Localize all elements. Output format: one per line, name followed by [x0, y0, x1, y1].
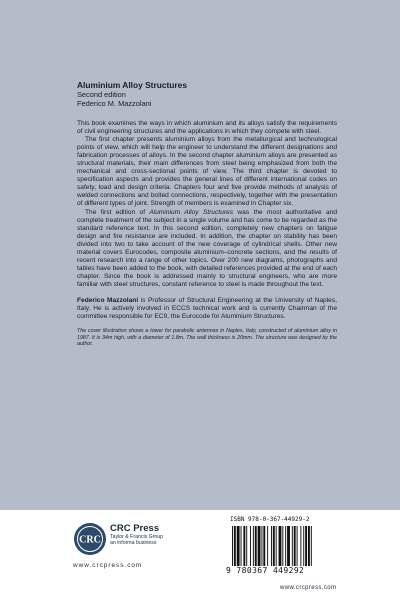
barcode-bar: [305, 526, 307, 566]
barcode-bar: [287, 526, 290, 566]
book-author: Federico M. Mazzolani: [77, 99, 152, 108]
edition-rest: was the most authoritative and complete treatment of the subject in a single volume and has come to be regarded as the standard reference text. In this second edition, completely new chapters on fatigue design and fire resistance are included. In addition, the chapter on stability has been divided into two to take account of the new coverage of cylindrical shells. Other new material covers Eurocodes, composite aluminium–concrete sections, and the results of recent research into a range of other topics. Over 200 new diagrams, photographs and tables have been added to the book, with detailed references provided at the end of each chapter. Since the book is addressed mainly to structural engineers, who are more familiar with steel structures, constant reference to steel is made throughout the text.: [77, 208, 337, 288]
barcode-bar: [255, 526, 257, 566]
barcode-bar: [232, 526, 233, 566]
author-bio-name: Federico Mazzolani: [77, 296, 139, 304]
edition-lead: The first edition of: [85, 208, 150, 216]
barcode-icon: [232, 526, 336, 566]
barcode-bar: [271, 526, 272, 566]
publisher-url-left[interactable]: www.crcpress.com: [73, 562, 143, 569]
barcode-bar: [276, 526, 277, 566]
description-paragraph-edition: [77, 209, 337, 289]
barcode-bar: [241, 526, 242, 566]
publisher-footer: [0, 510, 400, 600]
isbn-label: ISBN 978-0-367-44929-2: [230, 516, 310, 523]
book-title: Aluminium Alloy Structures: [77, 80, 187, 90]
barcode-bar: [258, 526, 261, 566]
description: [77, 120, 337, 289]
description-paragraph-chapters: The first chapter presents aluminium alloys from the metallurgical and technological points of view, which will help the engineer to understand the different designations and fabrication processes of alloys. In the second chapter aluminium alloys are presented as structural materials, their main differences from steel being emphasized from both the mechanical and cross-sectional points of view. The third chapter is devoted to specification aspects and provides the general lines of different international codes on safety, load and design criteria. Chapters four and five provide methods of analysis of welded connections and bolted connections, respectively, together with the presentation of different types of joint. Strength of members is examined in Chapter six.: [77, 136, 337, 208]
barcode-bar: [282, 526, 283, 566]
book-edition: Second edition: [77, 90, 126, 99]
crc-logo-icon: [73, 522, 107, 556]
barcode-bar: [308, 526, 310, 566]
barcode-bar: [263, 526, 265, 566]
cover-caption: The cover illustration shows a tower for parabolic antennas in Naples, Italy, constructed of aluminium alloy in 1987. It is 34m high, with a diameter of 1.8m. The wall thickness is 20mm. The structure was designed by the author.: [77, 328, 337, 347]
barcode-bar: [279, 526, 282, 566]
barcode-bar: [285, 526, 286, 566]
barcode-bar: [261, 526, 262, 566]
back-cover-text: [77, 80, 337, 347]
author-bio: [77, 297, 337, 321]
barcode-bar: [311, 526, 312, 566]
edition-title-italic: Aluminium Alloy Structures: [149, 208, 234, 216]
barcode-bar: [267, 526, 268, 566]
barcode-bar: [250, 526, 251, 566]
description-paragraph-intro: This book examines the ways in which aluminium and its alloys satisfy the requirements of civil engineering structures and the applications in which they compete with steel.: [77, 120, 337, 136]
barcode-bar: [294, 526, 296, 566]
barcode-digits: 9 780367 449292: [226, 566, 305, 575]
publisher-tagline: an informa business: [110, 540, 157, 547]
barcode-bar: [234, 526, 236, 566]
publisher-url-right[interactable]: www.crcpress.com: [280, 585, 337, 591]
publisher-name: CRC Press: [110, 523, 160, 534]
author-bio-text: is Professor of Structural Engineering at the University of Naples, Italy. He is actively involved in ECCS technical work and is currently Chairman of the committee responsible for EC9, the Eurocode for Aluminium Structures.: [77, 296, 337, 321]
barcode-bar: [237, 526, 240, 566]
publisher-group: Taylor & Francis Group: [110, 534, 164, 540]
barcode-bar: [300, 526, 301, 566]
barcode-bar: [297, 526, 298, 566]
barcode-bar: [292, 526, 293, 566]
crc-logo-text: CRC: [79, 534, 101, 546]
publisher-info: [110, 523, 163, 547]
barcode-bar: [303, 526, 304, 566]
barcode-bar: [246, 526, 247, 566]
barcode-bar: [243, 526, 245, 566]
barcode-bar: [253, 526, 254, 566]
barcode-bar: [273, 526, 275, 566]
